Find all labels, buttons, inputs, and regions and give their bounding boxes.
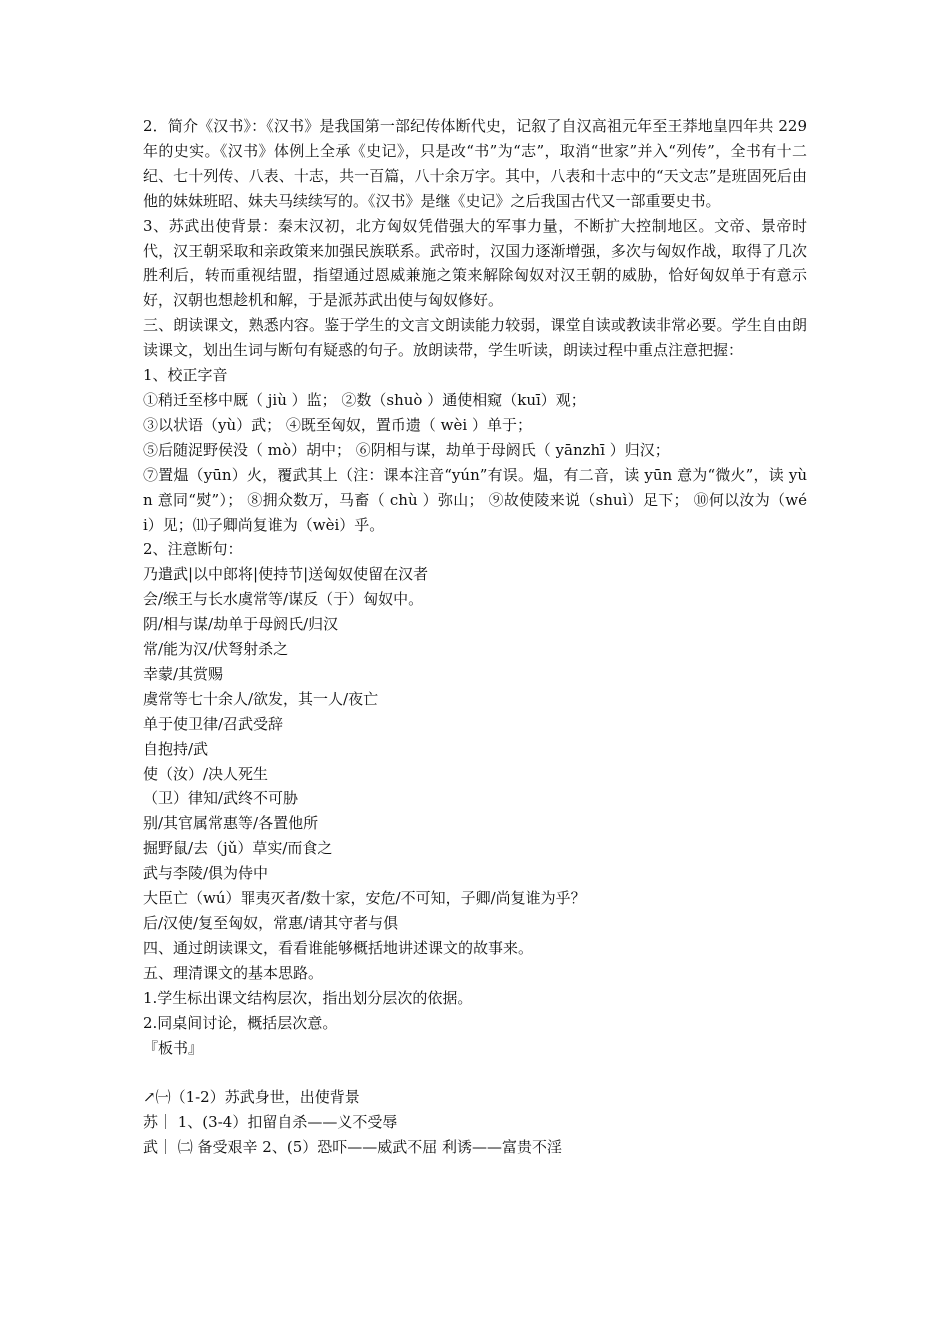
- pause-line: 别/其官属常惠等/各置他所: [143, 814, 319, 833]
- pause-line: 虞常等七十余人/欲发，其一人/夜亡: [143, 689, 379, 708]
- intro-paragraph-reading: 三、朗读课文，熟悉内容。鉴于学生的文言文朗读能力较弱，课堂自读或教读非常必要。学生自由朗读课文，划出生词与断句有疑惑的句子。放朗读带，学生听读，朗读过程中重点注意把握：: [143, 316, 807, 360]
- pronunciation-line: ⑤后随浞野侯没（ mò）胡中； ⑥阴相与谋，劫单于母阏氏（ yānzhī ）归汉；: [143, 440, 670, 459]
- step-line: 五、理清课文的基本思路。: [143, 963, 324, 982]
- board-heading: 『板书』: [143, 1038, 204, 1057]
- pause-line: （卫）律知/武终不可胁: [143, 789, 299, 808]
- pronunciation-line: ①稍迁至栘中厩（ jiù ）监； ②数（shuò ）通使相窥（kuī）观；: [143, 390, 586, 409]
- step-line: 2.同桌间讨论，概括层次意。: [143, 1013, 338, 1032]
- board-line: ↗㈠（1-2）苏武身世，出使背景: [143, 1088, 360, 1107]
- pause-line: 会/缑王与长水虞常等/谋反（于）匈奴中。: [143, 590, 424, 609]
- board-line: 苏｜ 1、(3-4）扣留自杀——义不受辱: [143, 1113, 398, 1132]
- pause-line: 乃遣武|以中郎将|使持节|送匈奴使留在汉者: [143, 565, 429, 584]
- step-line: 四、通过朗读课文，看看谁能够概括地讲述课文的故事来。: [143, 938, 534, 957]
- pronunciation-heading: 1、校正字音: [143, 366, 228, 385]
- document-page: [143, 114, 807, 1160]
- pause-line: 单于使卫律/召武受辞: [143, 714, 284, 733]
- pause-heading: 2、注意断句：: [143, 540, 243, 559]
- pause-line: 幸蒙/其赏赐: [143, 664, 224, 683]
- pause-line: 使（汝）/决人死生: [143, 764, 269, 783]
- step-line: 1.学生标出课文结构层次，指出划分层次的依据。: [143, 988, 473, 1007]
- pause-line: 大臣亡（wú）罪夷灭者/数十家，安危/不可知，子卿/尚复谁为乎？: [143, 889, 586, 908]
- pause-line: 自抱持/武: [143, 739, 209, 758]
- pronunciation-line: ⑦置煴（yūn）火，覆武其上（注：课本注音“yún”有误。煴，有二音，读 yūn 意为“微火”，读 yùn 意同“熨”）； ⑧拥众数万，马畜（ chù ）弥山； ⑨故使陵来说（shuì）足下； ⑩何以汝为（wéi）见；⑾子卿尚复谁为（wèi）乎。: [143, 465, 807, 534]
- pause-line: 后/汉使/复至匈奴，常惠/请其守者与俱: [143, 914, 399, 932]
- pause-line: 常/能为汉/伏弩射杀之: [143, 640, 289, 659]
- pronunciation-line: ③以状语（yù）武； ④既至匈奴，置币遗（ wèi ）单于；: [143, 415, 532, 434]
- pause-line: 掘野鼠/去（jǔ）草实/而食之: [143, 839, 333, 858]
- pause-line: 阴/相与谋/劫单于母阏氏/归汉: [143, 615, 339, 634]
- intro-paragraph-background: 3、苏武出使背景：秦末汉初，北方匈奴凭借强大的军事力量，不断扩大控制地区。文帝、景帝时代，汉王朝采取和亲政策来加强民族联系。武帝时，汉国力逐渐增强，多次与匈奴作战，取得了几次胜利后，转而重视结盟，指望通过恩威兼施之策来解除匈奴对汉王朝的威胁，恰好匈奴单于有意示好，汉朝也想趁机和解，于是派苏武出使与匈奴修好。: [143, 216, 807, 310]
- board-line: 武｜ ㈡ 备受艰辛 2、(5）恐吓——威武不屈 利诱——富贵不淫: [143, 1138, 563, 1157]
- pause-line: 武与李陵/俱为侍中: [143, 864, 269, 883]
- blank-line: [143, 1060, 807, 1085]
- intro-paragraph-hanshu: 2．简介《汉书》：《汉书》是我国第一部纪传体断代史，记叙了自汉高祖元年至王莽地皇四年共 229 年的史实。《汉书》体例上全承《史记》，只是改“书”为“志”，取消“世家”并入“列传”，全书有十二纪、七十列传、八表、十志，共一百篇，八十余万字。其中，八表和十志中的“天文志”是班固死后由他的妹妹班昭、妹夫马续续写的。《汉书》是继《史记》之后我国古代又一部重要史书。: [143, 117, 807, 210]
